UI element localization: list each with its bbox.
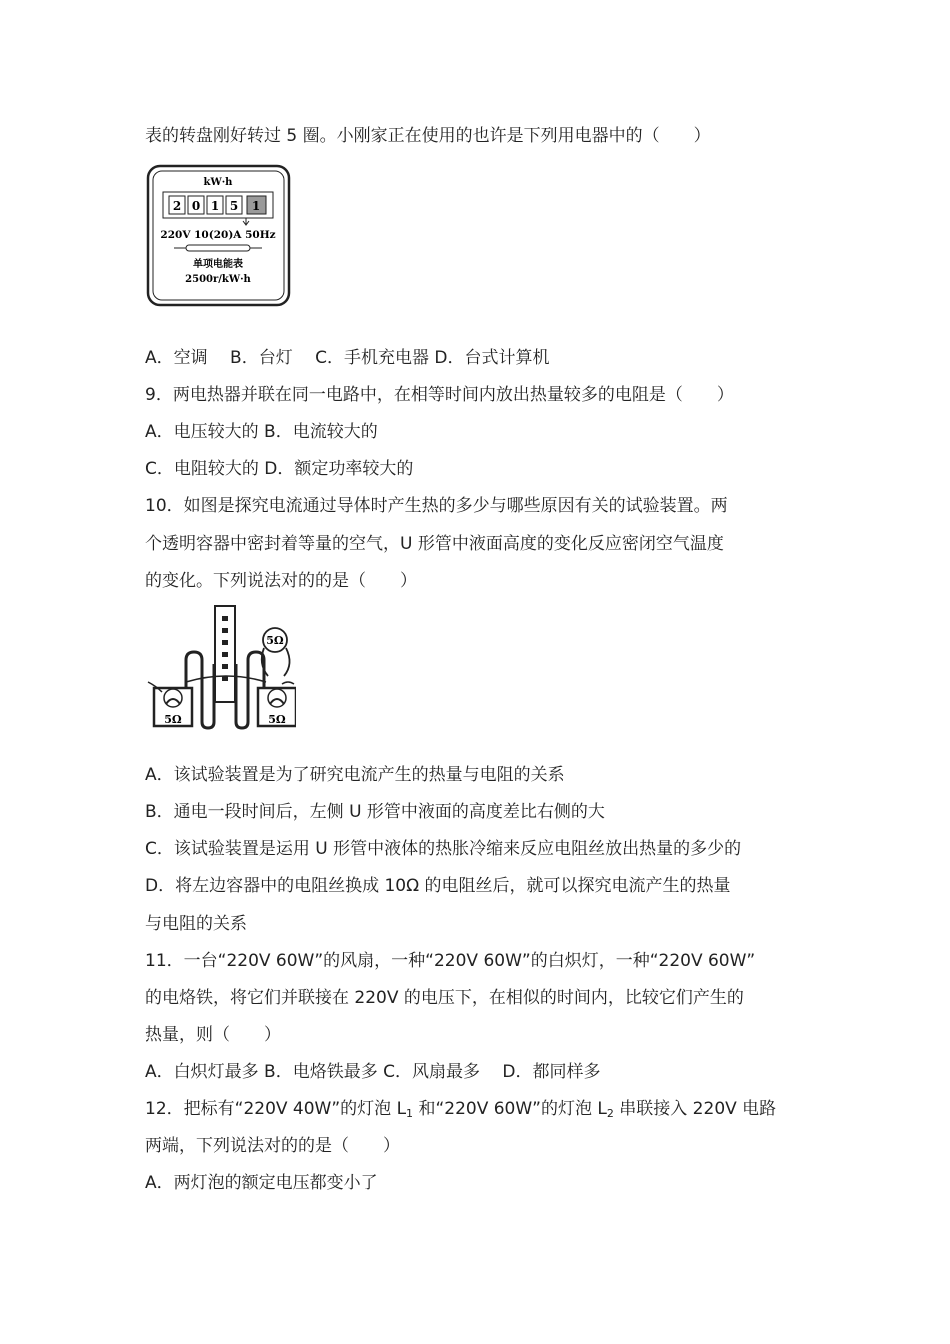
q11-stem-line2: 的电烙铁，将它们并联接在 220V 的电压下，在相似的时间内，比较它们产生的 [145,988,744,1008]
q11-stem-line3: 热量，则（ ） [145,1025,281,1045]
q11-stem-line1: 11．一台“220V 60W”的风扇，一种“220V 60W”的白炽灯，一种“220V 60W” [145,951,756,971]
electric-meter-figure [146,164,291,307]
q9-stem: 9．两电热器并联在同一电路中，在相等时间内放出热量较多的电阻是（ ） [145,385,734,405]
meter-constant: 2500r/kW·h [185,274,251,285]
q10-option-b: B．通电一段时间后，左侧 U 形管中液面的高度差比右侧的大 [145,802,605,822]
joule-heating-apparatus-figure [146,604,296,732]
q10-option-c: C．该试验装置是运用 U 形管中液体的热胀冷缩来反应电阻丝放出热量的多少的 [145,839,742,859]
meter-digit-5: 1 [251,199,261,213]
q12-text-a: 12．把标有“220V 40W”的灯泡 L [145,1099,407,1119]
resistor-label-right: 5Ω [268,713,286,726]
q10-option-d-line2: 与电阻的关系 [145,914,247,934]
meter-unit: kW·h [203,177,233,188]
meter-digit-4: 5 [229,199,239,213]
meter-digit-2: 0 [191,199,201,213]
q11-options: A．白炽灯最多 B．电烙铁最多 C．风扇最多 D．都同样多 [145,1062,601,1082]
q10-stem-line2: 个透明容器中密封着等量的空气，U 形管中液面高度的变化反应密闭空气温度 [145,534,724,554]
q9-options-ab: A．电压较大的 B．电流较大的 [145,422,378,442]
q12-text-b: 和“220V 60W”的灯泡 L [413,1099,607,1119]
q12-stem-line1 [145,1097,776,1121]
meter-digit-3: 1 [210,199,220,213]
q10-option-d-line1: D．将左边容器中的电阻丝换成 10Ω 的电阻丝后，就可以探究电流产生的热量 [145,876,731,896]
resistor-label-left: 5Ω [164,713,182,726]
q8-stem-tail: 表的转盘刚好转过 5 圈。小刚家正在使用的也许是下列用电器中的（ ） [145,126,711,146]
q8-options: A．空调 B．台灯 C．手机充电器 D．台式计算机 [145,348,550,368]
meter-digit-1: 2 [172,199,182,213]
q12-option-a: A．两灯泡的额定电压都变小了 [145,1173,378,1193]
q12-sub-2: 2 [606,1107,614,1120]
q10-option-a: A．该试验装置是为了研究电流产生的热量与电阻的关系 [145,765,565,785]
q10-stem-line1: 10．如图是探究电流通过导体时产生热的多少与哪些原因有关的试验装置。两 [145,496,728,516]
q12-sub-1: 1 [406,1107,414,1120]
q12-stem-line2: 两端，下列说法对的的是（ ） [145,1136,400,1156]
q9-options-cd: C．电阻较大的 D．额定功率较大的 [145,459,414,479]
meter-rating: 220V 10(20)A 50Hz [160,229,276,241]
q12-text-c: 串联接入 220V 电路 [613,1099,777,1119]
q10-stem-line3: 的变化。下列说法对的的是（ ） [145,571,417,591]
meter-name: 单项电能表 [193,259,243,270]
resistor-label-top: 5Ω [266,634,284,647]
